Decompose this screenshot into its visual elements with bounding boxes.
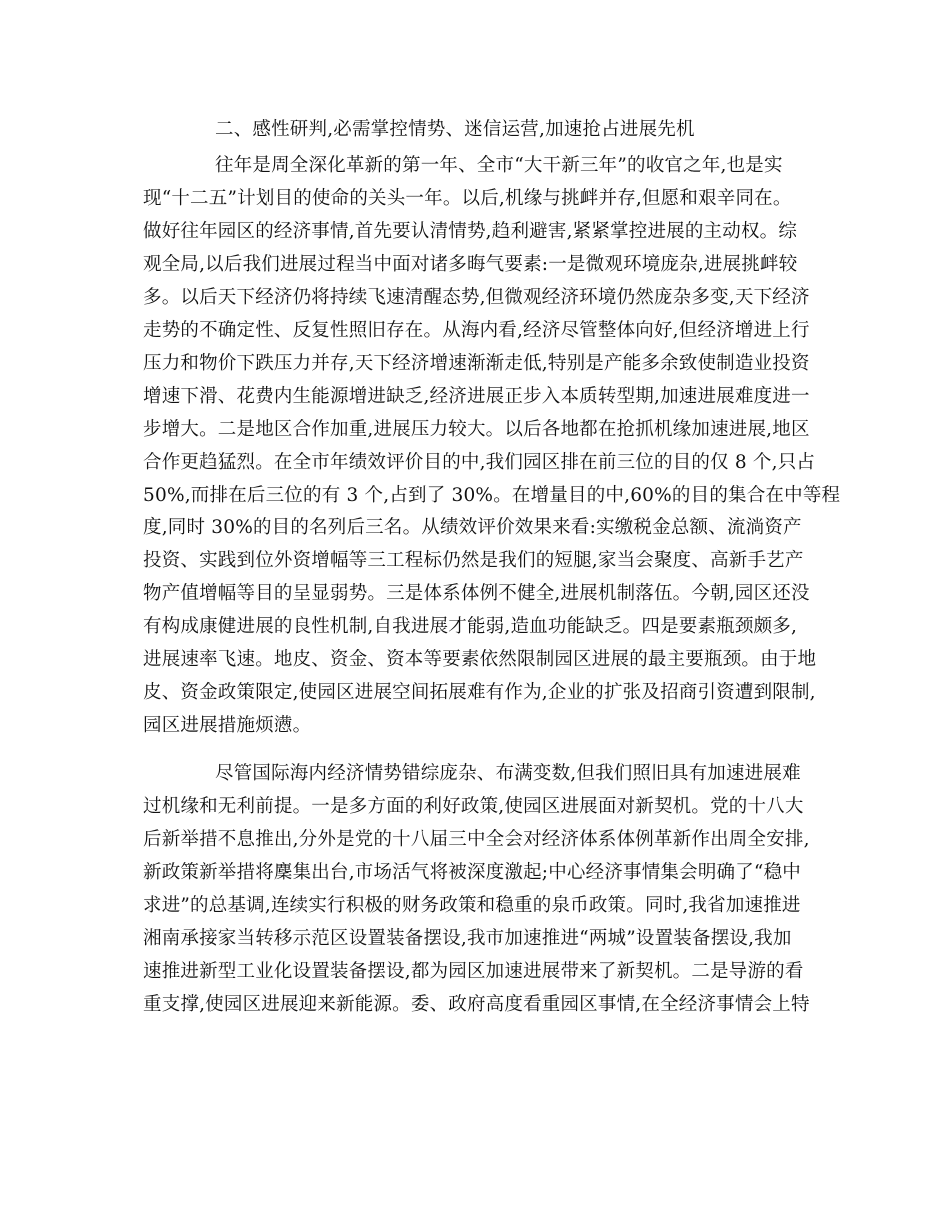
paragraph-line: 后新举措不息推出,分外是党的十八届三中全会对经济体系体例革新作出周全安排, <box>143 828 810 850</box>
paragraph-line: 往年是周全深化革新的第一年、全市“大干新三年”的收官之年,也是实 <box>215 155 783 176</box>
section-heading: 二、感性研判,必需掌控情势、迷信运营,加速抢占进展先机 <box>215 119 695 140</box>
paragraph-line: 现“十二五”计划目的使命的关头一年。以后,机缘与挑衅并存,但愿和艰辛同在。 <box>143 187 792 209</box>
paragraph-line: 多。以后天下经济仍将持续飞速清醒态势,但微观经济环境仍然庞杂多变,天下经济 <box>143 286 810 308</box>
paragraph-line: 做好往年园区的经济事情,首先要认清情势,趋利避害,紧紧掌控进展的主动权。综 <box>143 220 798 242</box>
paragraph-line: 皮、资金政策限定,使园区进展空间拓展难有作为,企业的扩张及招商引资遭到限制, <box>143 682 816 704</box>
paragraph-line: 湘南承接家当转移示范区设置装备摆设,我市加速推进“两城”设置装备摆设,我加 <box>143 927 792 949</box>
paragraph-line: 投资、实践到位外资增幅等三工程标仍然是我们的短腿,家当会聚度、高新手艺产 <box>143 550 804 572</box>
paragraph-line: 新政策新举措将麇集出台,市场活气将被深度激起;中心经济事情集会明确了“稳中 <box>143 861 801 883</box>
paragraph-line: 园区进展措施烦懑。 <box>143 715 312 737</box>
paragraph-line: 求进”的总基调,连续实行积极的财务政策和稳重的泉币政策。同时,我省加速推进 <box>143 894 801 916</box>
paragraph-line: 50%,而排在后三位的有 3 个,占到了 30%。在增量目的中,60%的目的集合在中等程 <box>143 484 841 506</box>
paragraph-line: 重支撑,使园区进展迎来新能源。委、政府高度看重园区事情,在全经济事情会上特 <box>143 993 810 1015</box>
paragraph-line: 尽管国际海内经济情势错综庞杂、布满变数,但我们照旧具有加速进展难 <box>215 763 801 784</box>
paragraph-line: 物产值增幅等目的呈显弱势。三是体系体例不健全,进展机制落伍。今朝,园区还没 <box>143 583 810 605</box>
paragraph-line: 速推进新型工业化设置装备摆设,都为园区加速进展带来了新契机。二是导游的看 <box>143 960 804 982</box>
paragraph-line: 步增大。二是地区合作加重,进展压力较大。以后各地都在抢抓机缘加速进展,地区 <box>143 418 810 440</box>
paragraph-line: 压力和物价下跌压力并存,天下经济增速渐渐走低,特别是产能多余致使制造业投资 <box>143 352 810 374</box>
paragraph-line: 增速下滑、花费内生能源增进缺乏,经济进展正步入本质转型期,加速进展难度进一 <box>143 385 810 407</box>
paragraph-line: 观全局,以后我们进展过程当中面对诸多晦气要素:一是微观环境庞杂,进展挑衅较 <box>143 253 798 275</box>
paragraph-line: 走势的不确定性、反复性照旧存在。从海内看,经济尽管整体向好,但经济增进上行 <box>143 319 810 341</box>
paragraph-line: 有构成康健进展的良性机制,自我进展才能弱,造血功能缺乏。四是要素瓶颈颇多, <box>143 616 798 638</box>
paragraph-line: 度,同时 30%的目的名列后三名。从绩效评价效果来看:实缴税金总额、流淌资产 <box>143 517 802 539</box>
paragraph-line: 进展速率飞速。地皮、资金、资本等要素依然限制园区进展的最主要瓶颈。由于地 <box>143 649 817 671</box>
paragraph-line: 合作更趋猛烈。在全市年绩效评价目的中,我们园区排在前三位的目的仅 8 个,只占 <box>143 451 816 473</box>
paragraph-line: 过机缘和无利前提。一是多方面的利好政策,使园区进展面对新契机。党的十八大 <box>143 795 804 817</box>
